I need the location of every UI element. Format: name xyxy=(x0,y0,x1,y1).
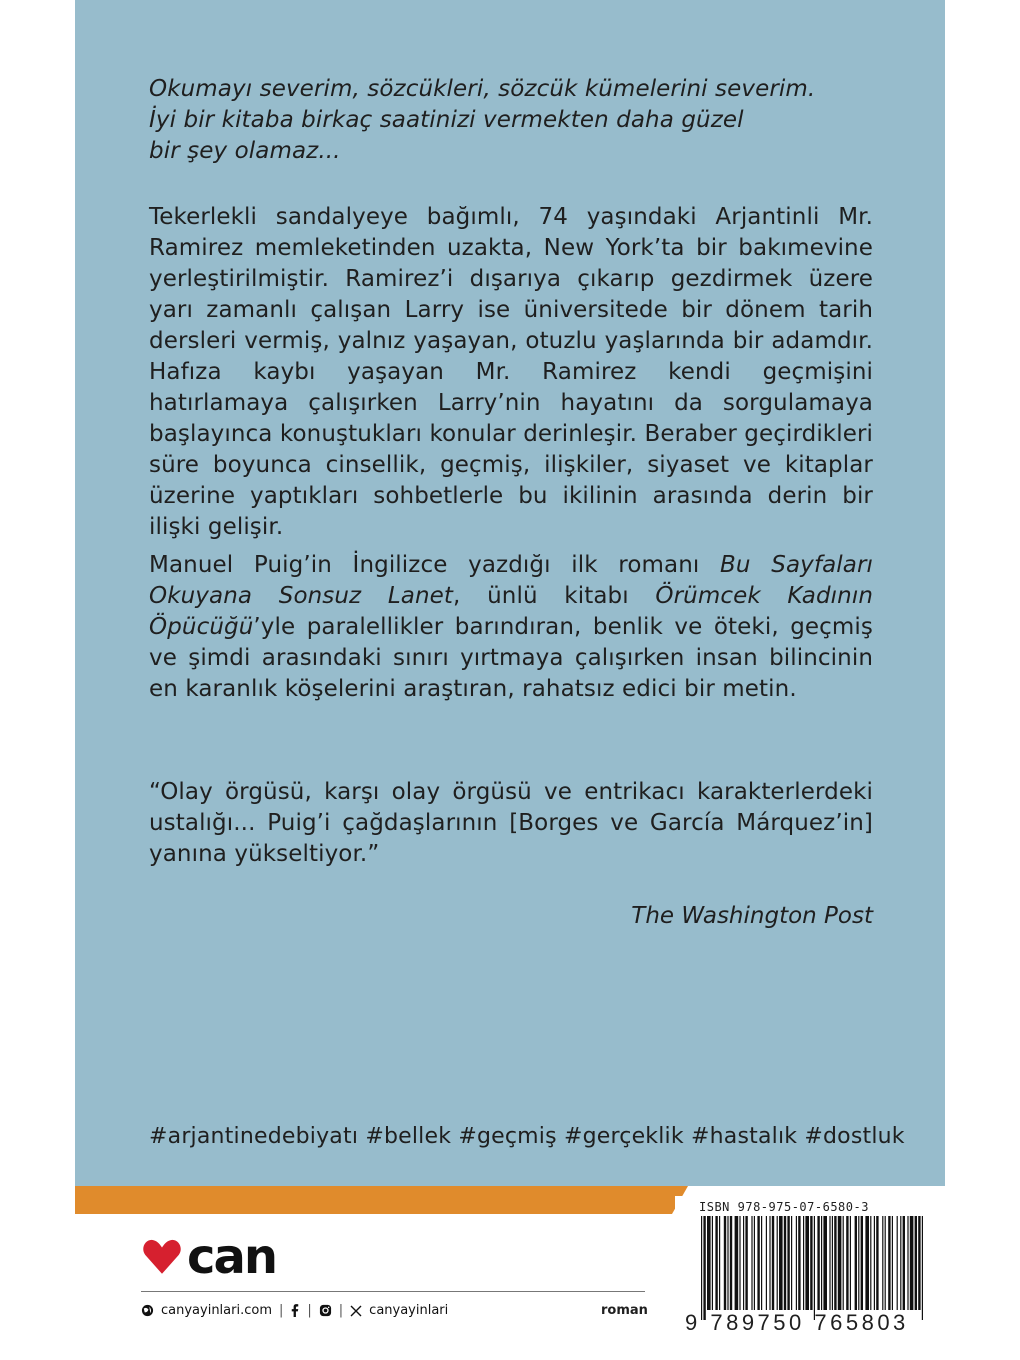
barcode-bar xyxy=(766,1216,767,1310)
barcode-bar xyxy=(703,1216,705,1320)
barcode-bar xyxy=(907,1216,908,1310)
barcode-bar xyxy=(724,1216,726,1310)
barcode-bar xyxy=(823,1216,827,1310)
separator: | xyxy=(279,1303,284,1318)
barcode-bar xyxy=(870,1216,871,1310)
barcode-bar xyxy=(814,1216,815,1320)
facebook-icon[interactable] xyxy=(290,1304,300,1317)
publisher-links xyxy=(141,1303,448,1318)
barcode-bar xyxy=(712,1216,713,1310)
barcode-bar xyxy=(843,1216,844,1310)
about-text: , ünlü kitabı xyxy=(453,583,656,609)
publisher-logo xyxy=(141,1229,277,1285)
barcode-bar xyxy=(838,1216,842,1310)
barcode-bar xyxy=(817,1216,819,1310)
separator: | xyxy=(338,1303,344,1318)
barcode-area xyxy=(675,1196,945,1360)
barcode-bar xyxy=(805,1216,809,1310)
barcode-bar xyxy=(861,1216,863,1310)
instagram-icon[interactable] xyxy=(319,1304,332,1317)
isbn-label: ISBN 978-975-07-6580-3 xyxy=(699,1200,869,1214)
barcode-bar xyxy=(798,1216,800,1310)
opening-quote xyxy=(149,74,873,167)
book-title: Örümcek Kadının Öpücüğü xyxy=(149,583,874,640)
barcode-bar xyxy=(757,1216,759,1310)
about-text: Manuel Puig’in İngilizce yazdığı ilk romanı xyxy=(149,552,721,578)
barcode-bar xyxy=(787,1216,789,1310)
barcode-bar xyxy=(791,1216,792,1310)
barcode-bar xyxy=(850,1216,851,1310)
barcode-bar xyxy=(858,1216,859,1310)
barcode-bar xyxy=(922,1216,923,1320)
barcode-bar xyxy=(796,1216,797,1310)
website-link[interactable]: canyayinlari.com xyxy=(161,1303,272,1318)
barcode-bar xyxy=(885,1216,886,1310)
barcode-bar xyxy=(821,1216,822,1310)
barcode-bar xyxy=(784,1216,786,1310)
barcode-bar xyxy=(772,1216,774,1310)
barcode-bar xyxy=(707,1216,711,1310)
separator: | xyxy=(307,1303,312,1318)
hashtags: #arjantinedebiyatı #bellek #geçmiş #gerçeklik #hastalık #dostluk xyxy=(149,1124,905,1149)
barcode-bar xyxy=(719,1216,720,1310)
book-back-cover xyxy=(75,0,945,1360)
barcode-bar xyxy=(834,1216,836,1310)
barcode-bar xyxy=(745,1216,747,1310)
barcode-bar xyxy=(715,1216,717,1310)
about-paragraph xyxy=(149,550,873,705)
barcode-bar xyxy=(730,1216,732,1310)
barcode-bar xyxy=(751,1216,752,1310)
opening-quote-line: bir şey olamaz... xyxy=(149,138,341,164)
barcode-bar xyxy=(915,1216,917,1310)
barcode-bar xyxy=(855,1216,857,1310)
barcode-bar xyxy=(897,1216,898,1310)
barcode-bar xyxy=(727,1216,728,1310)
barcode-bar xyxy=(900,1216,901,1310)
barcode-bar xyxy=(769,1216,770,1310)
barcode-bar xyxy=(903,1216,905,1310)
barcode-bar xyxy=(779,1216,783,1310)
barcode-bar xyxy=(874,1216,875,1310)
barcode-bar xyxy=(918,1216,920,1310)
barcode-bar xyxy=(832,1216,833,1310)
genre-label: roman xyxy=(601,1303,648,1318)
footer-divider xyxy=(141,1291,645,1292)
social-handle[interactable]: canyayinlari xyxy=(369,1303,449,1318)
summary-paragraph: Tekerlekli sandalyeye bağımlı, 74 yaşındaki Arjantinli Mr. Ramirez memleketinden uzakta, New York’ta bir bakımevine yerleştirilmiştir. Ramirez’i dışarıya çıkarıp gezdirmek üzere yarı zamanlı çalışan Larry ise üniversitede bir dönem tarih dersleri vermiş, yalnız yaşayan, otuzlu yaşlarında bir adamdır. Hafıza kaybı yaşayan Mr. Ramirez kendi geçmişini hatırlamaya çalışırken Larry’nin hayatını da sorgulamaya başlayınca konuştukları konular derinleşir. Beraber geçirdikleri süre boyunca cinsellik, geçmiş, ilişkiler, siyaset ve kitaplar üzerine yaptıkları sohbetlerle bu ikilinin arasında derin bir ilişki gelişir. xyxy=(149,204,874,540)
opening-quote-line: Okumayı severim, sözcükleri, sözcük kümelerini severim. xyxy=(149,76,816,102)
review-source: The Washington Post xyxy=(631,903,873,929)
barcode-bar xyxy=(754,1216,755,1310)
barcode-bar xyxy=(803,1216,804,1310)
about-text: ’yle paralellikler barındıran, benlik ve öteki, geçmiş ve şimdi arasındaki sınırı yırtmaya çalışırken insan bilincinin en karanlık köşelerini araştıran, rahatsız edici bir metin. xyxy=(149,614,873,702)
publisher-brand: can xyxy=(187,1229,277,1285)
barcode-bar xyxy=(892,1216,893,1310)
barcode-bar xyxy=(910,1216,914,1310)
barcode-bar xyxy=(865,1216,869,1310)
barcode-bar xyxy=(701,1216,702,1320)
barcode-bar xyxy=(888,1216,890,1310)
barcode-bar xyxy=(876,1216,878,1310)
x-icon[interactable] xyxy=(350,1305,362,1317)
review-quote: “Olay örgüsü, karşı olay örgüsü ve entrikacı karakterlerdeki ustalığı... Puig’i çağdaşlarının [Borges ve García Márquez’in] yanına yükseltiyor.” xyxy=(149,779,873,867)
barcode-bar xyxy=(846,1216,848,1310)
barcode-bar xyxy=(829,1216,830,1310)
barcode-bar xyxy=(743,1216,744,1310)
barcode-number: 9 789750 765803 xyxy=(685,1310,909,1335)
barcode-bar xyxy=(735,1216,739,1310)
book-title: Bu Sayfaları Okuyana Sonsuz Lanet xyxy=(149,552,873,609)
barcode-bar xyxy=(882,1216,883,1310)
cover-blue-panel xyxy=(75,0,945,1186)
heart-logo-icon xyxy=(141,1236,183,1278)
barcode-bar xyxy=(739,1216,740,1310)
barcode-bar xyxy=(810,1216,812,1310)
opening-quote-line: İyi bir kitaba birkaç saatinizi vermekten daha güzel xyxy=(149,107,744,133)
barcode-bar xyxy=(777,1216,778,1310)
globe-icon xyxy=(141,1304,154,1317)
orange-stripe xyxy=(75,1186,672,1214)
barcode-bar xyxy=(761,1216,762,1310)
